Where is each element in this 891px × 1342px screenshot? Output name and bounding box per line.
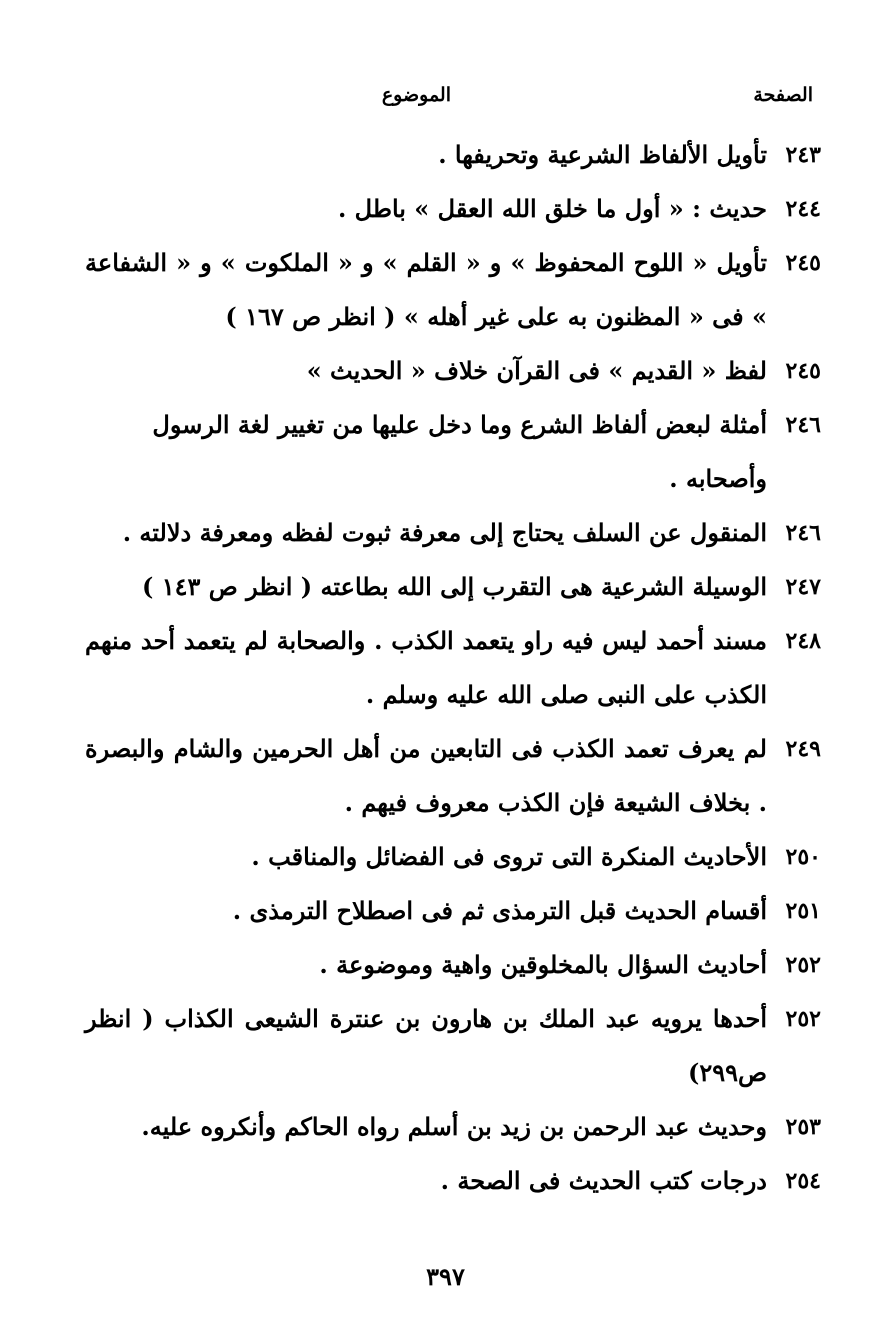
entry-page-number: ٢٥٢ <box>785 952 821 978</box>
entry-topic: لفظ « القديم » فى القرآن خلاف « الحديث » <box>306 356 767 385</box>
entry-page-number: ٢٥٣ <box>785 1114 821 1140</box>
index-entry <box>85 236 821 344</box>
entry-page-number: ٢٥١ <box>785 898 821 924</box>
index-entry <box>85 830 821 884</box>
index-header <box>0 84 891 118</box>
entry-topic: أحاديث السؤال بالمخلوقين واهية وموضوعة . <box>319 950 767 979</box>
entry-topic: أمثلة لبعض ألفاظ الشرع وما دخل عليها من تغيير لغة الرسول وأصحابه . <box>152 410 767 493</box>
entry-page-number: ٢٥٠ <box>785 844 821 870</box>
entry-page-number: ٢٤٧ <box>785 574 821 600</box>
index-entry <box>85 506 821 560</box>
index-entry <box>85 398 821 506</box>
entry-page-number: ٢٤٦ <box>785 520 821 546</box>
entry-page-number: ٢٤٥ <box>785 358 821 384</box>
entry-topic: تأويل « اللوح المحفوظ » و « القلم » و « الملكوت » و « الشفاعة » فى « المظنون به على غير أهله » ( انظر ص ١٦٧ ) <box>85 248 767 331</box>
index-entry <box>85 344 821 398</box>
entry-topic: مسند أحمد ليس فيه راو يتعمد الكذب . والصحابة لم يتعمد أحد منهم الكذب على النبى صلى الله عليه وسلم . <box>85 626 767 709</box>
entry-page-number: ٢٤٨ <box>785 628 821 654</box>
page-column-heading: الصفحة <box>753 84 813 106</box>
entry-topic: المنقول عن السلف يحتاج إلى معرفة ثبوت لفظه ومعرفة دلالته . <box>122 518 767 547</box>
topic-column-heading: الموضوع <box>381 84 451 106</box>
entry-topic: وحديث عبد الرحمن بن زيد بن أسلم رواه الحاكم وأنكروه عليه. <box>141 1112 767 1141</box>
index-entry <box>85 938 821 992</box>
index-entry <box>85 182 821 236</box>
entry-page-number: ٢٤٤ <box>785 196 821 222</box>
entry-page-number: ٢٤٩ <box>785 736 821 762</box>
entry-topic: لم يعرف تعمد الكذب فى التابعين من أهل الحرمين والشام والبصرة . بخلاف الشيعة فإن الكذب معروف فيهم . <box>85 734 767 817</box>
index-entry <box>85 884 821 938</box>
index-entries <box>85 128 821 1208</box>
entry-page-number: ٢٤٣ <box>785 142 821 168</box>
page-number: ٣٩٧ <box>426 1262 465 1291</box>
index-entry <box>85 128 821 182</box>
entry-topic: الوسيلة الشرعية هى التقرب إلى الله بطاعته ( انظر ص ١٤٣ ) <box>142 572 767 601</box>
entry-topic: درجات كتب الحديث فى الصحة . <box>440 1166 767 1195</box>
index-entry <box>85 560 821 614</box>
index-entry <box>85 1100 821 1154</box>
index-entry <box>85 722 821 830</box>
entry-page-number: ٢٥٤ <box>785 1168 821 1194</box>
entry-page-number: ٢٤٥ <box>785 250 821 276</box>
index-entry <box>85 992 821 1100</box>
entry-topic: أقسام الحديث قبل الترمذى ثم فى اصطلاح الترمذى . <box>232 896 767 925</box>
entry-topic: حديث : « أول ما خلق الله العقل » باطل . <box>337 194 767 223</box>
entry-page-number: ٢٥٢ <box>785 1006 821 1032</box>
entry-topic: أحدها يرويه عبد الملك بن هارون بن عنترة الشيعى الكذاب ( انظر ص٢٩٩) <box>85 1004 767 1087</box>
entry-topic: الأحاديث المنكرة التى تروى فى الفضائل والمناقب . <box>251 842 767 871</box>
index-entry <box>85 1154 821 1208</box>
entry-topic: تأويل الألفاظ الشرعية وتحريفها . <box>438 140 767 169</box>
index-entry <box>85 614 821 722</box>
entry-page-number: ٢٤٦ <box>785 412 821 438</box>
